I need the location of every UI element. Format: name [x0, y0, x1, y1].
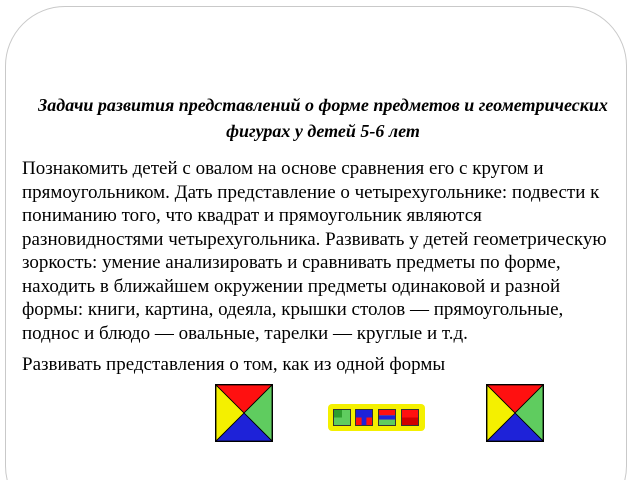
tile-red-blue-icon: [378, 409, 396, 426]
slide-title: Задачи развития представлений о форме предметов и геометрических фигурах у детей 5-6 лет: [38, 95, 608, 141]
tile-blue-red-icon: [355, 409, 373, 426]
left-quartered-square-icon: [215, 384, 273, 442]
slide-body: [22, 157, 612, 385]
tile-red-icon: [401, 409, 419, 426]
colored-tiles-icon: [328, 404, 425, 431]
body-paragraph-2: Развивать представления о том, как из одной формы: [22, 354, 446, 375]
body-paragraph-1: Познакомить детей с овалом на основе сравнения его с кругом и прямоугольником. Дать представление о четырехугольнике: подвести к пониманию того, что квадрат и прямоугольник являются разновидностями четырехугольника. Развивать у детей геометрическую зоркость: умение анализировать и сравнивать предметы по форме, находить в ближайшем окружении предметы одинаковой и разной формы: книги, картина, одеяла, крышки столов — прямоугольные, поднос и блюдо — овальные, тарелки — круглые и т.д.: [22, 158, 607, 344]
right-quartered-square-icon: [486, 384, 544, 442]
tile-green-icon: [333, 409, 351, 426]
